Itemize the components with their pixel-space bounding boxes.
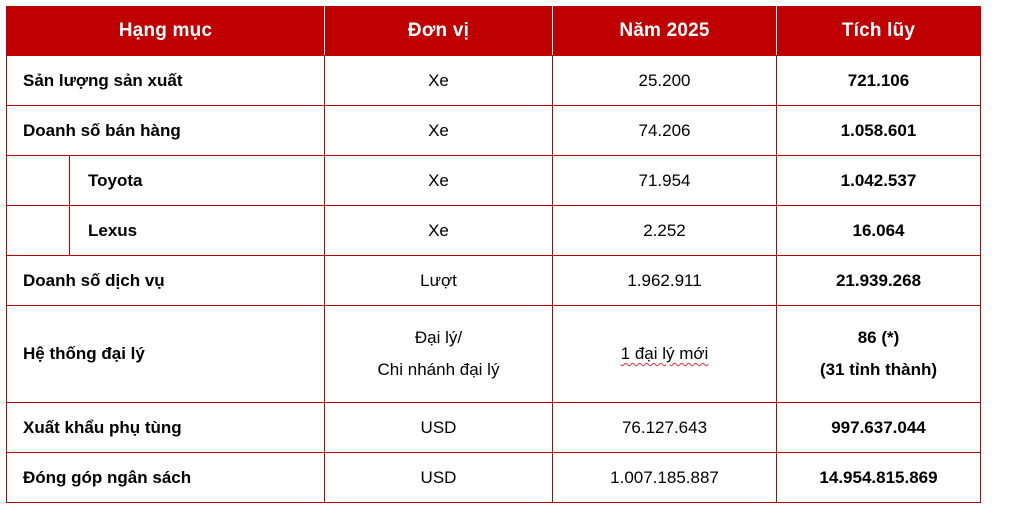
row-unit-value: Xe: [325, 206, 553, 256]
row-item-label-text: Toyota: [88, 170, 143, 190]
table-row: [7, 206, 981, 256]
table-row: [7, 306, 981, 403]
row-item-label: Hệ thống đại lý: [7, 306, 325, 403]
table-row: [7, 256, 981, 306]
row-unit-line-2: Chi nhánh đại lý: [377, 360, 500, 379]
row-item-label-text: Lexus: [88, 220, 138, 240]
row-accumulated-value: 21.939.268: [777, 256, 981, 306]
row-unit-value: USD: [325, 453, 553, 503]
row-accumulated-line-1: 86 (*): [857, 327, 900, 347]
table-row: [7, 453, 981, 503]
row-unit-value: Xe: [325, 56, 553, 106]
row-unit-value: Xe: [325, 106, 553, 156]
row-year-value: 1.962.911: [553, 256, 777, 306]
table-row: [7, 56, 981, 106]
row-year-text-spellchecked: 1 đại lý mới: [620, 344, 709, 363]
row-accumulated-value: [777, 306, 981, 403]
row-item-label: Doanh số dịch vụ: [7, 256, 325, 306]
row-unit-value: Xe: [325, 156, 553, 206]
results-table: [6, 6, 981, 503]
row-item-label: Sản lượng sản xuất: [7, 56, 325, 106]
column-header-unit: Đơn vị: [325, 7, 553, 56]
table-body: [7, 56, 981, 503]
row-unit-value: USD: [325, 403, 553, 453]
row-year-value: 1.007.185.887: [553, 453, 777, 503]
table-header: [7, 7, 981, 56]
column-header-accumulated: Tích lũy: [777, 7, 981, 56]
row-item-label: Đóng góp ngân sách: [7, 453, 325, 503]
row-year-value: 76.127.643: [553, 403, 777, 453]
table-row: [7, 156, 981, 206]
column-header-year: Năm 2025: [553, 7, 777, 56]
row-accumulated-value: 1.058.601: [777, 106, 981, 156]
row-accumulated-line-2: (31 tỉnh thành): [819, 360, 938, 379]
row-unit-line-1: Đại lý/: [414, 327, 463, 347]
table-header-row: [7, 7, 981, 56]
row-item-label: Xuất khẩu phụ tùng: [7, 403, 325, 453]
row-accumulated-value: 14.954.815.869: [777, 453, 981, 503]
row-item-label-sub: [7, 156, 325, 206]
indent-cell-divider: [7, 156, 70, 205]
row-accumulated-value: 721.106: [777, 56, 981, 106]
row-year-value: [553, 306, 777, 403]
row-unit-value: Lượt: [325, 256, 553, 306]
row-item-label: Doanh số bán hàng: [7, 106, 325, 156]
row-year-value: 71.954: [553, 156, 777, 206]
row-year-value: 2.252: [553, 206, 777, 256]
table-row: [7, 403, 981, 453]
indent-cell-divider: [7, 206, 70, 255]
row-accumulated-value: 1.042.537: [777, 156, 981, 206]
row-unit-value: [325, 306, 553, 403]
row-accumulated-value: 997.637.044: [777, 403, 981, 453]
table-row: [7, 106, 981, 156]
row-year-value: 74.206: [553, 106, 777, 156]
document-sheet: [0, 6, 1024, 527]
row-item-label-sub: [7, 206, 325, 256]
column-header-item: Hạng mục: [7, 7, 325, 56]
row-accumulated-value: 16.064: [777, 206, 981, 256]
row-year-value: 25.200: [553, 56, 777, 106]
